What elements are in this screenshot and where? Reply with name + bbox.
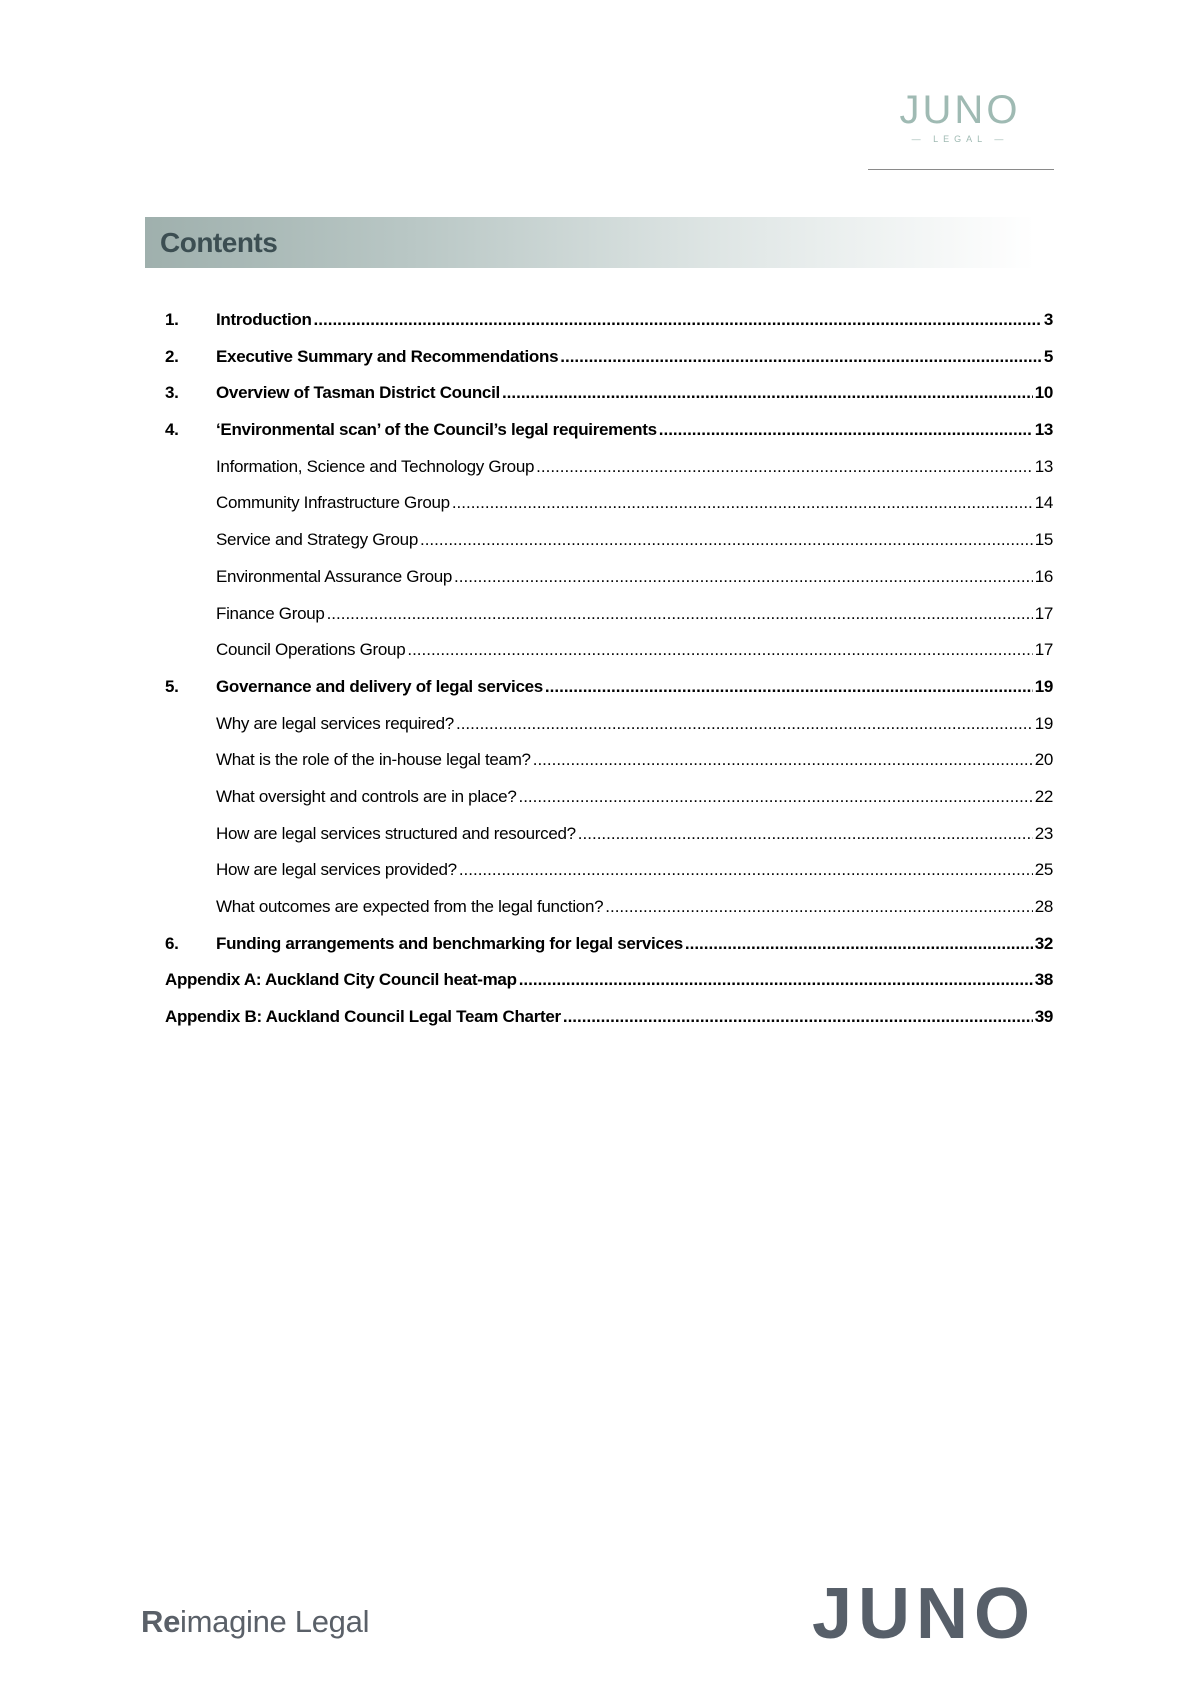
toc-entry-title[interactable]: Funding arrangements and benchmarking for legal services <box>216 933 683 953</box>
dot-leader <box>454 567 1033 587</box>
dot-leader <box>456 714 1033 734</box>
toc-entry[interactable] <box>165 824 1053 861</box>
toc-entry[interactable] <box>165 677 1053 714</box>
toc-entry-title[interactable]: Executive Summary and Recommendations <box>216 346 559 366</box>
toc-entry-page: 22 <box>1034 786 1053 806</box>
toc-entry[interactable] <box>165 714 1053 751</box>
footer-tagline <box>141 1604 369 1640</box>
toc-entry-number: 2. <box>165 346 179 366</box>
toc-entry[interactable] <box>165 897 1053 934</box>
tagline-rest: imagine Legal <box>180 1604 370 1639</box>
toc-entry-title[interactable]: Environmental Assurance Group <box>216 566 453 586</box>
toc-entry[interactable] <box>165 860 1053 897</box>
toc-entry-title[interactable]: Overview of Tasman District Council <box>216 383 500 403</box>
toc-entry-title[interactable]: How are legal services provided? <box>216 860 457 880</box>
toc-entry-title[interactable]: What is the role of the in-house legal team? <box>216 750 531 770</box>
toc-entry[interactable] <box>165 457 1053 494</box>
toc-entry[interactable] <box>165 567 1053 604</box>
toc-entry[interactable] <box>165 530 1053 567</box>
dot-leader <box>545 677 1033 697</box>
dot-leader <box>519 970 1033 990</box>
page-title: Contents <box>160 227 278 258</box>
toc-entry[interactable] <box>165 604 1053 641</box>
toc-entry-page: 5 <box>1043 346 1053 366</box>
toc-entry[interactable] <box>165 934 1053 971</box>
dot-leader <box>563 1007 1033 1027</box>
dot-leader <box>536 457 1033 477</box>
toc-entry-page: 13 <box>1034 420 1053 440</box>
toc-entry-number: 3. <box>165 383 179 403</box>
toc-entry-page: 17 <box>1034 640 1053 660</box>
dot-leader <box>420 530 1033 550</box>
dot-leader <box>327 604 1033 624</box>
toc-entry-page: 38 <box>1034 970 1053 990</box>
toc-entry-title[interactable]: Appendix A: Auckland City Council heat-map <box>165 970 517 990</box>
toc-entry[interactable] <box>165 420 1053 457</box>
toc-entry-page: 32 <box>1034 933 1053 953</box>
juno-legal-logo <box>880 88 1040 144</box>
toc-entry-page: 17 <box>1034 603 1053 623</box>
toc-entry-title[interactable]: Finance Group <box>216 603 325 623</box>
toc-entry-title[interactable]: Why are legal services required? <box>216 713 454 733</box>
dot-leader <box>452 493 1033 513</box>
toc-entry-page: 13 <box>1034 456 1053 476</box>
logo-word: JUNO <box>899 88 1021 132</box>
dot-leader <box>533 750 1033 770</box>
toc-entry-page: 14 <box>1034 493 1053 513</box>
toc-entry-number: 1. <box>165 310 179 329</box>
toc-entry-title[interactable]: What oversight and controls are in place? <box>216 786 517 806</box>
toc-entry[interactable] <box>165 970 1053 1007</box>
table-of-contents <box>165 310 1053 1044</box>
dot-leader <box>518 787 1032 807</box>
toc-entry[interactable] <box>165 383 1053 420</box>
tagline-bold: Re <box>141 1604 181 1639</box>
toc-entry[interactable] <box>165 347 1053 384</box>
toc-entry-page: 16 <box>1034 566 1053 586</box>
toc-entry-title[interactable]: ‘Environmental scan’ of the Council’s legal requirements <box>216 420 657 440</box>
toc-entry-page: 28 <box>1034 897 1053 916</box>
dot-leader <box>685 934 1033 954</box>
toc-entry-page: 3 <box>1043 310 1053 329</box>
contents-heading-bar <box>145 217 1035 268</box>
toc-entry-title[interactable]: What outcomes are expected from the legal function? <box>216 897 604 916</box>
toc-entry[interactable] <box>165 493 1053 530</box>
dot-leader <box>314 310 1042 330</box>
dot-leader <box>578 824 1033 844</box>
toc-entry[interactable] <box>165 1007 1053 1044</box>
toc-entry-page: 19 <box>1034 676 1053 696</box>
toc-entry-title[interactable]: Appendix B: Auckland Council Legal Team Charter <box>165 1007 561 1027</box>
toc-entry-page: 10 <box>1034 383 1053 403</box>
dot-leader <box>459 860 1033 880</box>
toc-entry[interactable] <box>165 310 1053 347</box>
dot-leader <box>605 897 1032 917</box>
toc-entry[interactable] <box>165 750 1053 787</box>
toc-entry-page: 25 <box>1034 860 1053 880</box>
dot-leader <box>659 420 1033 440</box>
toc-entry-title[interactable]: Community Infrastructure Group <box>216 493 450 513</box>
toc-entry-page: 20 <box>1034 750 1053 770</box>
dot-leader <box>407 640 1032 660</box>
toc-entry-title[interactable]: Governance and delivery of legal services <box>216 676 543 696</box>
toc-entry-title[interactable]: Service and Strategy Group <box>216 530 418 550</box>
footer-juno-logo: JUNO <box>812 1574 1037 1654</box>
toc-entry-number: 6. <box>165 933 179 953</box>
toc-entry-title[interactable]: Introduction <box>216 310 312 329</box>
toc-entry[interactable] <box>165 640 1053 677</box>
toc-entry-page: 39 <box>1034 1007 1053 1027</box>
dot-leader <box>560 347 1042 367</box>
toc-entry-page: 23 <box>1034 823 1053 843</box>
toc-entry-title[interactable]: How are legal services structured and resourced? <box>216 823 576 843</box>
toc-entry-title[interactable]: Council Operations Group <box>216 640 406 660</box>
dot-leader <box>502 383 1033 403</box>
toc-entry-page: 15 <box>1034 530 1053 550</box>
toc-entry-page: 19 <box>1034 713 1053 733</box>
toc-entry-number: 5. <box>165 676 179 696</box>
toc-entry[interactable] <box>165 787 1053 824</box>
toc-entry-title[interactable]: Information, Science and Technology Group <box>216 456 535 476</box>
logo-subtitle: — LEGAL — <box>911 134 1009 144</box>
toc-entry-number: 4. <box>165 420 179 440</box>
header-divider <box>868 169 1054 170</box>
